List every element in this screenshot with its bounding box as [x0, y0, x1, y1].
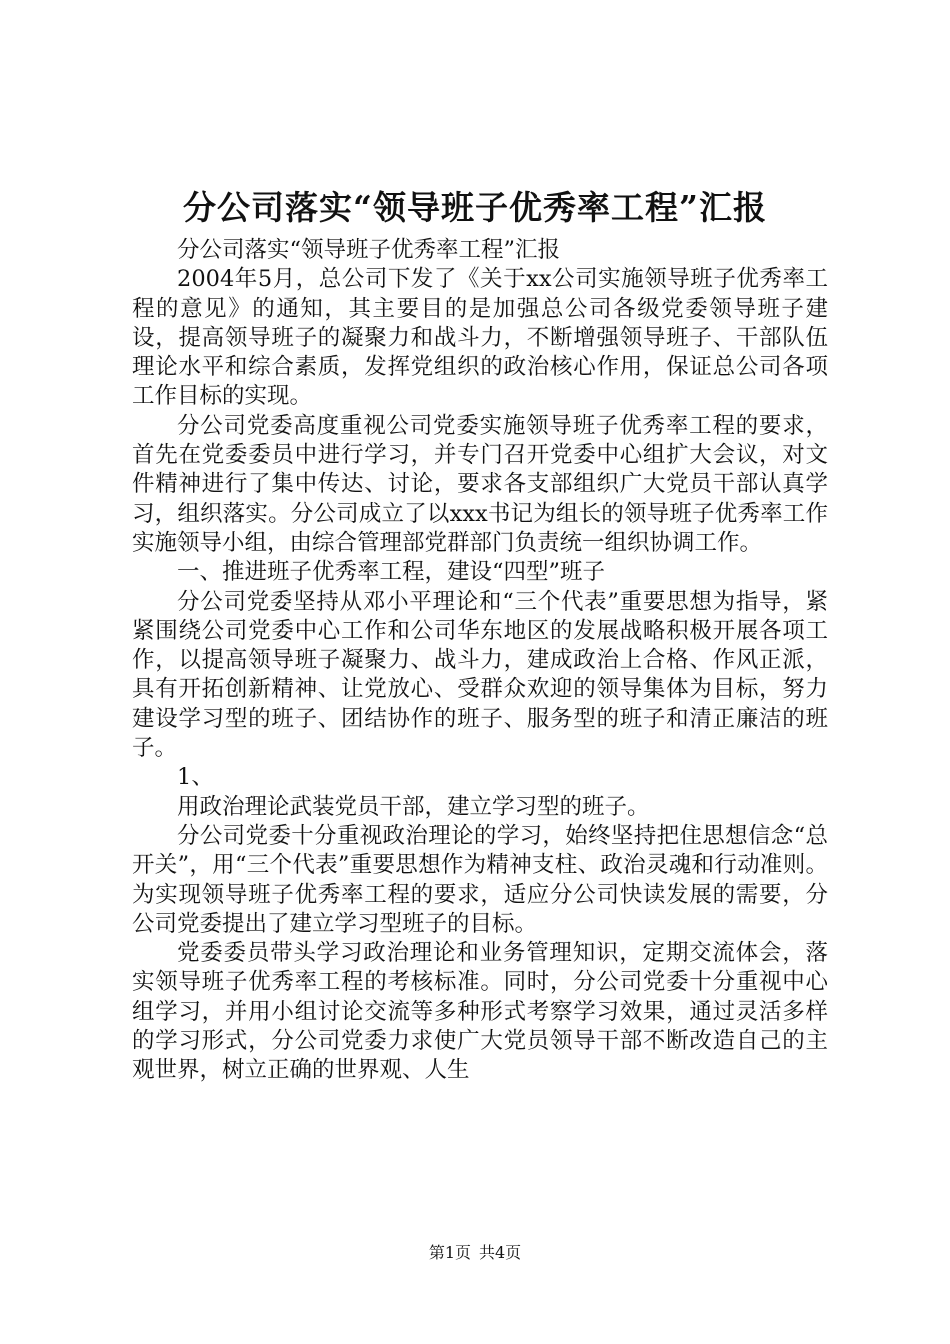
paragraph-guidance: 分公司党委坚持从邓小平理论和“三个代表”重要思想为指导，紧紧围绕公司党委中心工作和公司华东地区的发展战略积极开展各项工作，以提高领导班子凝聚力、战斗力，建成政治上合格、作风正派，具有开拓创新精神、让党放心、受群众欢迎的领导集体为目标，努力建设学习型的班子、团结协作的班子、服务型的班子和清正廉洁的班子。 [132, 588, 828, 762]
page-number: 第1页 [428, 1243, 471, 1262]
paragraph-subtitle: 分公司落实“领导班子优秀率工程”汇报 [177, 237, 561, 263]
subsection-heading-1: 用政治理论武装党员干部，建立学习型的班子。 [177, 793, 650, 820]
paragraph-committee-members: 党委委员带头学习政治理论和业务管理知识，定期交流体会，落实领导班子优秀率工程的考核标准。同时，分公司党委十分重视中心组学习，并用小组讨论交流等多种形式考察学习效果，通过灵活多样的学习形式，分公司党委力求使广大党员领导干部不断改造自己的主观世界，树立正确的世界观、人生 [132, 940, 828, 1084]
paragraph-intro: 2004年5月，总公司下发了《关于xx公司实施领导班子优秀率工程的意见》的通知，其主要目的是加强总公司各级党委领导班子建设，提高领导班子的凝聚力和战斗力，不断增强领导班子、干部队伍理论水平和综合素质，发挥党组织的政治核心作用，保证总公司各项工作目标的实现。 [132, 266, 828, 410]
list-number-1: 1、 [177, 764, 214, 791]
section-heading-1: 一、推进班子优秀率工程，建设“四型”班子 [177, 559, 606, 586]
document-body [132, 236, 828, 1086]
page-footer [0, 1243, 950, 1263]
document-title: 分公司落实“领导班子优秀率工程”汇报 [183, 188, 767, 227]
paragraph-committee: 分公司党委高度重视公司党委实施领导班子优秀率工程的要求，首先在党委委员中进行学习，并专门召开党委中心组扩大会议，对文件精神进行了集中传达、讨论，要求各支部组织广大党员干部认真学习，组织落实。分公司成立了以xxx书记为组长的领导班子优秀率工作实施领导小组，由综合管理部党群部门负责统一组织协调工作。 [132, 412, 828, 556]
page-total: 共4页 [479, 1243, 522, 1262]
paragraph-theory-study: 分公司党委十分重视政治理论的学习，始终坚持把住思想信念“总开关”，用“三个代表”重要思想作为精神支柱、政治灵魂和行动准则。为实现领导班子优秀率工程的要求，适应分公司快读发展的需要，分公司党委提出了建立学习型班子的目标。 [132, 822, 828, 937]
